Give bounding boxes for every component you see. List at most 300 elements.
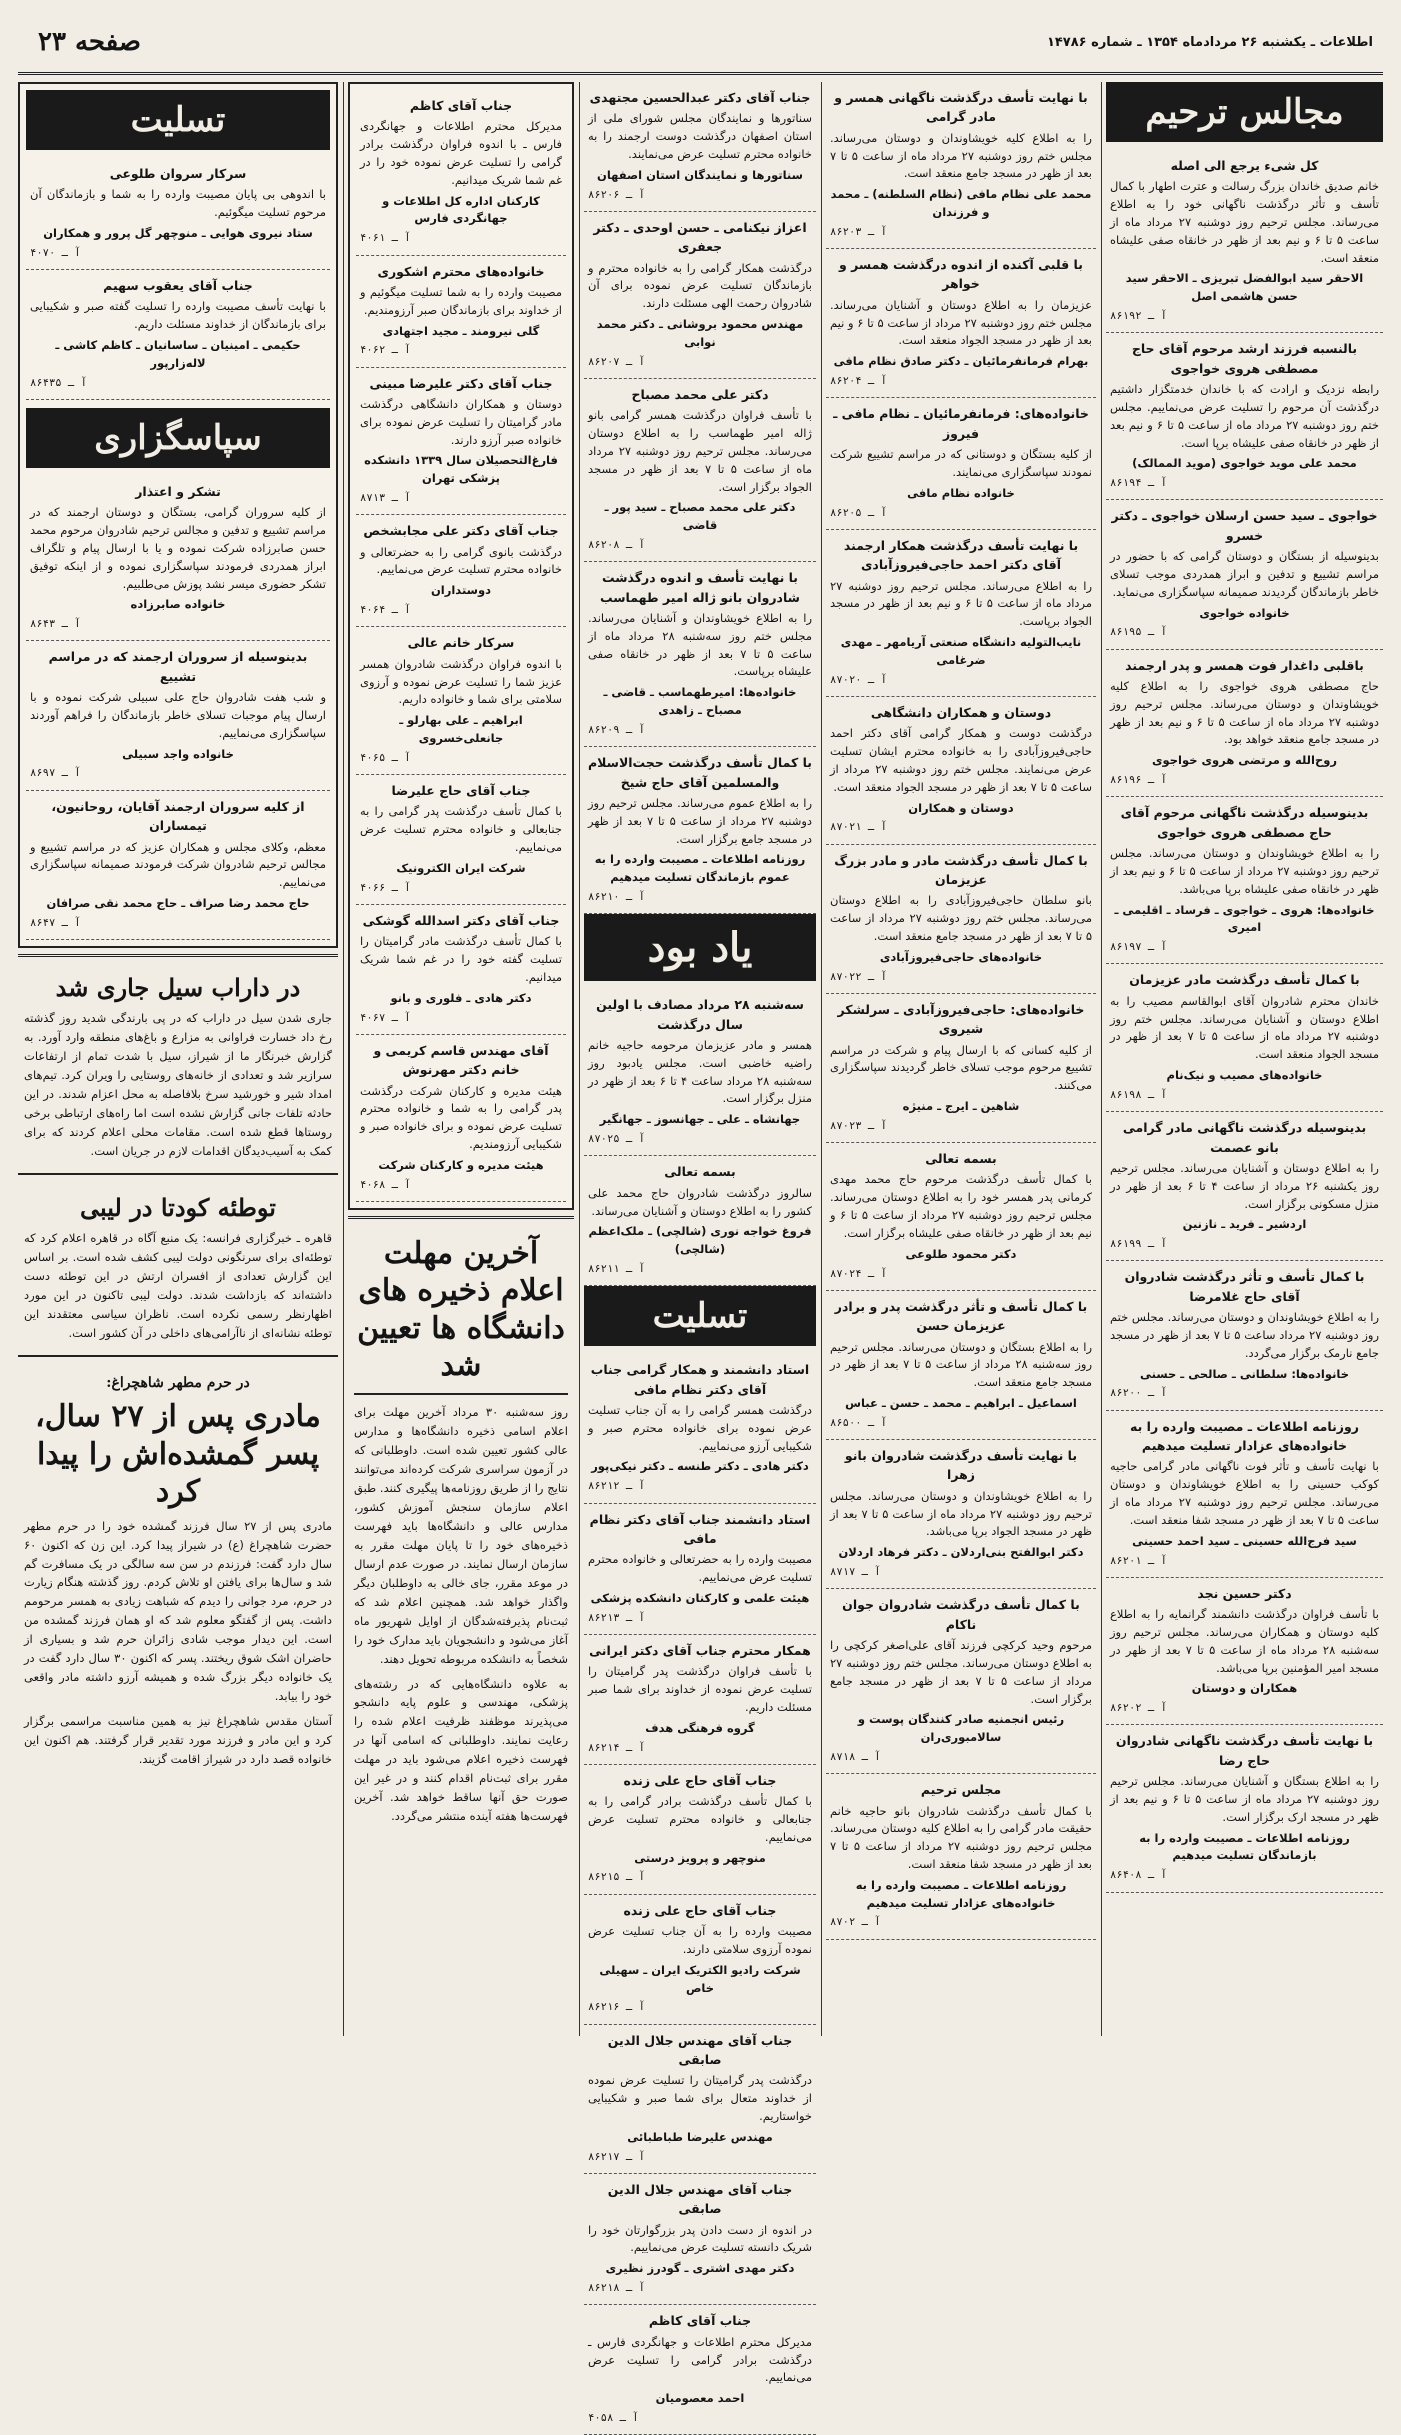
article-body: روز سه‌شنبه ۳۰ مرداد آخرین مهلت برای اعلام اسامی ذخیره دانشگاه‌ها و مدارس عالی کشور تعیین شده است. داوطلبانی که در آزمون سراسری شرکت کرده‌اند می‌توانند نتایج را از طریق روزنامه‌ها پیگیری کنند. طبق اعلام سازمان سنجش آموزش کشور، مدارس عالی و دانشگاه‌ها باید فهرست ذخیره‌های خود را تا پایان مهلت مقرر به سازمان ارسال نمایند. در صورت عدم ارسال در موعد مقرر، جای خالی به داوطلبان دیگر واگذار خواهد شد. همچنین اعلام شد که ثبت‌نام پذیرفته‌شدگان از اوایل شهریور ماه آغاز می‌شود و دانشجویان باید مدارک خود را شخصاً به دانشکده مربوطه تحویل دهند.: [354, 1404, 568, 1666]
notice-item: [584, 2174, 816, 2305]
notice-title: استاد دانشمند و همکار گرامی جناب آقای دکتر نظام مافی: [590, 1362, 810, 1397]
notice-body: با کمال تأسف درگذشت برادر گرامی را به جنابعالی و خانواده محترم تسلیت عرض می‌نماییم.: [588, 1794, 812, 1844]
notice-item: [826, 1774, 1096, 1940]
notice-code: آ ـ ۸۶۴۳: [30, 618, 81, 631]
notice-code: آ ـ ۸۷۰۲۳: [830, 1119, 887, 1132]
notice-code: آ ـ ۸۷۱۸: [830, 1750, 881, 1763]
notice-code: آ ـ ۸۶۲۰۲: [1110, 1702, 1167, 1715]
article-university-reserves: [348, 1225, 574, 1830]
notice-signature: دوستداران: [430, 583, 491, 598]
notice-item: [1106, 650, 1383, 798]
notice-title: با نهایت تأسف درگذشت ناگهانی همسر و مادر گرامی: [834, 90, 1088, 125]
notice-item: [1106, 150, 1383, 333]
notice-body: با کمال تأسف درگذشت شادروان بانو حاجیه خانم حقیقت مادر گرامی را به اطلاع کلیه دوستان می‌رساند. مجلس ترحیم روز دوشنبه ۲۷ مرداد از ساعت ۵ تا ۷ بعد از ظهر در مسجد شفا منعقد است.: [830, 1803, 1093, 1872]
page-number: صفحه ۲۳: [38, 27, 141, 57]
notice-signature: خانواده‌های مصیب و نیک‌نام: [1166, 1068, 1323, 1083]
notice-code: آ ـ ۸۷۱۷: [830, 1566, 881, 1579]
notice-title: تشکر و اعتذار: [135, 483, 221, 499]
notice-signature: شرکت رادیو الکتریک ایران ـ سهیلی خاص: [599, 1962, 801, 1995]
notice-title: همکار محترم جناب آقای دکتر ایرانی: [589, 1642, 811, 1658]
notice-body: با اندوه فراوان درگذشت شادروان همسر عزیز شما را تسلیت عرض نموده و آرزوی سلامتی برای شما و خانواده داریم.: [360, 656, 562, 707]
notice-signature: اردشیر ـ فرید ـ نازنین: [1182, 1217, 1307, 1232]
notice-body: با اندوهی بی پایان مصیبت وارده را به شما و بازماندگان آن مرحوم تسلیت میگوئیم.: [30, 187, 326, 220]
notice-body: درگذشت همسر گرامی را به آن جناب تسلیت عرض نموده برای خانواده محترم صبر و شکیبایی آرزو می‌نماییم.: [588, 1402, 812, 1453]
notice-item: [826, 1440, 1096, 1589]
notice-body: بدینوسیله از بستگان و دوستان گرامی که با حضور در مراسم تشییع و تدفین و ابراز همدردی موجب تسلای خاطر بازماندگان گردیدند صمیمانه سپاسگزاری می‌نماید.: [1110, 549, 1379, 599]
column-divider: [821, 82, 822, 2036]
notice-title: بدینوسیله درگذشت ناگهانی مرحوم آقای حاج مصطفی هروی خواجوی: [1120, 805, 1369, 840]
notice-item: [826, 1291, 1096, 1440]
notice-title: مجلس ترحیم: [920, 1782, 1002, 1798]
notice-title: بالنسبه فرزند ارشد مرحوم آقای حاج مصطفی هروی خواجوی: [1131, 341, 1358, 376]
notice-item: [584, 379, 816, 562]
notice-code: آ ـ ۸۶۲۰۶: [588, 188, 645, 201]
notice-item: [584, 2025, 816, 2174]
notice-body: سالروز درگذشت شادروان حاج محمد علی کشور را به اطلاع دوستان و آشنایان می‌رساند.: [588, 1185, 812, 1218]
notice-item: [1106, 964, 1383, 1112]
notice-body: با کمال تأسف درگذشت مرحوم حاج محمد مهدی کرمانی پدر همسر خود را به اطلاع دوستان می‌رساند. مجلس ترحیم روز دوشنبه ۲۷ مرداد از ساعت ۵ تا ۶ و نیم بعد از ظهر در خانقاه صفی علیشاه برگزار است.: [830, 1172, 1093, 1240]
notice-body: را به اطلاع دوستان و آشنایان می‌رساند. مجلس ترحیم روز یکشنبه ۲۶ مرداد از ساعت ۴ تا ۶ بعد از ظهر در منزل مسکونی برگزار است.: [1110, 1160, 1380, 1211]
notice-title: بدینوسیله از سروران ارجمند که در مراسم تشییع: [48, 649, 308, 684]
notice-code: آ ـ ۴۰۵۸: [588, 2411, 639, 2424]
section-divider: [348, 1216, 574, 1219]
notice-body: درگذشت پدر گرامیتان را تسلیت عرض نموده از خداوند متعال برای شما صبر و شکیبایی خواستاریم.: [588, 2073, 812, 2123]
notice-code: آ ـ ۸۶۱۹۵: [1110, 626, 1167, 639]
notice-item: [584, 1354, 816, 1503]
notice-title: جناب آقای مهندس جلال الدین صابقی: [607, 2032, 793, 2067]
notice-item: [826, 398, 1096, 529]
notice-code: آ ـ ۸۷۰۲۴: [830, 1267, 887, 1280]
banner-memorial-services: مجالس ترحیم: [1106, 82, 1383, 142]
notice-title: با کمال تأسف و تأثر درگذشت پدر و برادر عزیزمان حسن: [834, 1298, 1088, 1334]
notice-body: را به اطلاع کلیه خویشاوندان و دوستان می‌رساند. مجلس ختم روز دوشنبه ۲۷ مرداد ماه از ساعت ۵ تا ۷ بعد از ظهر در مسجد جامع منعقد است.: [830, 130, 1093, 181]
article-libya-coup: [18, 1183, 338, 1347]
notice-body: حاج مصطفی هروی خواجوی را به اطلاع کلیه خویشاوندان و دوستان می‌رساند. مجلس ترحیم روز دوشنبه ۲۷ مرداد ماه از ساعت ۵ تا ۶ و نیم بعد از ظهر در مسجد جامع منعقد خواهد بود.: [1110, 679, 1380, 747]
notice-signature: خانواده واجد سبیلی: [122, 746, 234, 761]
notice-item: [584, 1765, 816, 1895]
notice-code: آ ـ ۸۶۲۰۰: [1110, 1387, 1167, 1400]
notice-item: [1106, 1261, 1383, 1410]
notice-item: [356, 627, 566, 775]
notice-body: درگذشت همکار گرامی را به خانواده محترم و بازماندگان تسلیت عرض نموده برای آن شادروان رحمت الهی مسئلت دارند.: [588, 260, 812, 311]
notice-item: [584, 562, 816, 747]
notice-code: آ ـ ۸۶۲۱۵: [588, 1871, 645, 1884]
notice-title: اعزاز نیکنامی ـ حسن اوحدی ـ دکتر جعفری: [593, 219, 807, 255]
notice-code: آ ـ ۸۶۲۱۰: [588, 891, 645, 903]
notice-code: آ ـ ۸۷۰۲۲: [830, 970, 887, 983]
notice-item: [1106, 333, 1383, 500]
banner-condolence-left: تسلیت: [26, 90, 330, 150]
article-shahcheragh-reunion: [18, 1365, 338, 1774]
notice-item: [1106, 797, 1383, 964]
notice-body: درگذشت بانوی گرامی را به حضرتعالی و خانواده محترم تسلیت عرض می‌نماییم.: [360, 544, 562, 577]
notice-item: [584, 212, 816, 379]
notice-code: آ ـ ۸۶۵۰۰: [830, 1416, 887, 1429]
notice-code: آ ـ ۸۷۱۳: [360, 492, 411, 505]
notice-code: آ ـ ۸۷۰۲۱: [830, 821, 887, 834]
notice-item: [826, 1589, 1096, 1774]
notice-item: [826, 82, 1096, 249]
notice-code: آ ـ ۸۶۲۱۸: [588, 2282, 645, 2295]
notice-title: بدینوسیله درگذشت ناگهانی مادر گرامی بانو عصمت: [1122, 1120, 1367, 1155]
notice-title: جناب آقای حاج علیرضا: [391, 783, 531, 799]
condolence-list: [584, 1354, 816, 2435]
headline-darab-flood: در داراب سیل جاری شد: [55, 973, 301, 1003]
notice-signature: خانواده صابرزاده: [130, 597, 226, 612]
notice-signature: دکتر ابوالفتح بنی‌اردلان ـ دکتر فرهاد اردلان: [838, 1545, 1084, 1560]
notice-code: آ ـ ۸۶۲۱۷: [588, 2150, 645, 2163]
notice-title: دوستان و همکاران دانشگاهی: [870, 704, 1052, 720]
notice-signature: هیئت علمی و کارکنان دانشکده پزشکی: [590, 1590, 810, 1605]
notice-code: آ ـ ۸۶۲۰۸: [588, 539, 645, 552]
notice-title: خواجوی ـ سید حسن ارسلان خواجوی ـ دکتر خسرو: [1111, 508, 1378, 543]
notice-code: آ ـ ۸۶۱۹۷: [1110, 941, 1167, 954]
notice-body: از کلیه کسانی که با ارسال پیام و شرکت در مراسم تشییع مرحوم موجب تسلای خاطر گردیدند سپاسگزاری می‌کنند.: [830, 1042, 1092, 1093]
notice-title: جناب آقای حاج علی زنده: [623, 1772, 777, 1788]
notice-title: جناب آقای دکتر اسدالله گوشکی: [362, 912, 560, 928]
condolence-thanks-box: [18, 82, 338, 948]
notice-item: [26, 270, 330, 400]
headline-shahcheragh-reunion: مادری پس از ۲۷ سال، پسر گمشده‌اش را پیدا کرد: [35, 1399, 321, 1510]
notice-item: [584, 1895, 816, 2025]
notice-title: با نهایت تأسف درگذشت ناگهانی شادروان حاج رضا: [1115, 1733, 1374, 1768]
notice-code: آ ـ ۴۰۶۸: [360, 1178, 411, 1191]
notice-code: آ ـ ۸۶۲۰۱: [1110, 1554, 1167, 1567]
notice-signature: خانواده نظام مافی: [907, 485, 1015, 500]
article-body-continued: به علاوه دانشگاه‌هایی که در رشته‌های پزشکی، مهندسی و علوم پایه دانشجو می‌پذیرند موظفند ظرفیت اعلام شده را رعایت نمایند. داوطلبانی که اسامی آنها در فهرست ذخیره اعلام می‌شود باید در مهلت مقرر برای ثبت‌نام اقدام کنند و در غیر این صورت حق آنها ساقط خواهد شد. آخرین فهرست‌ها هفته آینده منتشر می‌گردد.: [354, 1676, 568, 1824]
notice-item: [26, 476, 330, 642]
notice-code: آ ـ ۸۶۲۱۲: [588, 1480, 645, 1493]
notice-body: با کمال تأسف درگذشت مادر گرامیتان را تسلیت گفته خود را در غم شما شریک میدانیم.: [360, 934, 562, 984]
notice-body: دوستان و همکاران دانشگاهی درگذشت مادر گرامیتان را تسلیت عرض نموده برای خانواده صبر آرزو دارند.: [360, 396, 562, 447]
notice-signature: جهانشاه ـ علی ـ جهانسوز ـ جهانگیر: [599, 1112, 801, 1127]
newspaper-page: [18, 12, 1383, 2424]
notice-code: آ ـ ۴۰۶۱: [360, 232, 411, 245]
notice-signature: ابراهیم ـ علی بهارلو ـ جانعلی‌خسروی: [399, 713, 523, 745]
column-notices-4: [348, 82, 574, 2036]
notice-item: [26, 791, 330, 940]
notice-item: [1106, 500, 1383, 649]
notice-item: [584, 2305, 816, 2435]
notice-item: [584, 1156, 816, 1286]
notice-title: خانواده‌های: حاجی‌فیروزآبادی ـ سرلشکر شیروی: [837, 1001, 1085, 1037]
notice-item: [356, 368, 566, 516]
notice-item: [584, 989, 816, 1156]
column-left: [18, 82, 338, 2036]
notice-body: را به اطلاع خویشاوندان و دوستان می‌رساند. مجلس ترحیم روز دوشنبه ۲۷ مرداد از ساعت ۵ تا ۶ و نیم بعد از ظهر در خانقاه صفی علیشاه برپا می‌باشد.: [1110, 846, 1380, 896]
notice-signature: روزنامه اطلاعات ـ مصیبت وارده را به عموم بازماندگان تسلیت میدهیم: [594, 852, 806, 885]
notice-signature: دوستان و همکاران: [908, 800, 1014, 815]
notice-signature: روح‌الله و مرتضی هروی خواجوی: [1152, 753, 1337, 768]
notice-title: با نهایت تأسف درگذشت همکار ارجمند آقای دکتر احمد حاجی‌فیروزآبادی: [843, 537, 1079, 573]
column-notices-3: [584, 82, 816, 2424]
banner-memorial: یاد بود: [584, 914, 816, 981]
notice-code: آ ـ ۸۶۱۹۸: [1110, 1088, 1167, 1101]
notice-title: دکتر حسین نجد: [1197, 1585, 1292, 1601]
notice-title: سرکار سروان طلوعی: [109, 166, 247, 181]
notice-item: [356, 1035, 566, 1202]
column-divider: [579, 82, 580, 2036]
notice-signature: حاج محمد رضا صراف ـ حاج محمد نقی صرافان: [46, 895, 310, 910]
notice-code: آ ـ ۸۶۱۹۶: [1110, 774, 1167, 787]
notice-code: آ ـ ۸۶۲۰۳: [830, 225, 887, 238]
notice-signature: حکیمی ـ امینیان ـ ساسانیان ـ کاظم کاشی ـ لاله‌زارپور: [55, 338, 301, 370]
notice-item: [356, 90, 566, 256]
notice-code: آ ـ ۸۶۱۹۴: [1110, 477, 1167, 490]
article-darab-flood: [18, 963, 338, 1165]
notice-signature: سناتورها و نمایندگان استان اصفهان: [597, 167, 803, 182]
notice-title: روزنامه اطلاعات ـ مصیبت وارده را به خانواده‌های عزادار تسلیت میدهیم: [1130, 1418, 1359, 1454]
notice-body: را به اطلاع بستگان و دوستان می‌رساند. مجلس ترحیم روز سه‌شنبه ۲۸ مرداد از ساعت ۵ تا ۷ بعد از ظهر در مسجد جامع منعقد است.: [830, 1339, 1092, 1390]
notice-signature: دکتر علی محمد مصباح ـ سید پور ـ قاضی: [604, 500, 796, 533]
notice-signature: هیئت مدیره و کارکنان شرکت: [378, 1157, 544, 1172]
headline-university-reserves: آخرین مهلت اعلام ذخیره های دانشگاه ها تعیین شد: [357, 1235, 565, 1384]
obituary-list: [1106, 150, 1383, 1893]
notice-body: خانم صدیق خاندان بزرگ رسالت و عترت اطهار با کمال تأسف و تأثر درگذشت ناگهانی خود را به اطلاع می‌رساند. مجلس ترحیم روز دوشنبه ۲۷ مرداد ماه از ساعت ۵ تا ۶ و نیم بعد از ظهر در خانقاه صفی علیشاه منعقد است.: [1110, 179, 1379, 265]
article-body-continued: آستان مقدس شاهچراغ نیز به همین مناسبت مراسمی برگزار کرد و این مادر و فرزند مورد تقدیر قرار گرفتند. هم اکنون این خانواده قصد دارد در شیراز اقامت گزیند.: [24, 1714, 332, 1767]
notice-code: آ ـ ۸۶۲۱۳: [588, 1611, 645, 1624]
notice-code: آ ـ ۴۰۷۰: [30, 246, 81, 259]
notice-signature: دکتر محمود طلوعی: [905, 1246, 1017, 1261]
headline-libya-coup: توطئه کودتا در لیبی: [80, 1192, 276, 1222]
notice-item: [826, 530, 1096, 697]
notice-item: [584, 82, 816, 212]
notice-item: [826, 249, 1096, 398]
section-divider: [18, 1173, 338, 1175]
notice-body: با تأسف فراوان درگذشت همسر گرامی بانو ژاله امیر طهماسب را به اطلاع دوستان می‌رساند. مجلس ترحیم روز دوشنبه ۲۷ مرداد ماه از ساعت ۵ تا ۷ بعد از ظهر در مسجد الجواد برگزار است.: [588, 408, 812, 494]
article-kicker: در حرم مطهر شاهچراغ:: [106, 1374, 250, 1391]
notice-body: از کلیه بستگان و دوستانی که در مراسم تشییع شرکت نمودند سپاسگزاری می‌نمایند.: [830, 447, 1092, 479]
notice-signature: دکتر هادی ـ فلوری و بانو: [390, 990, 532, 1005]
banner-thanks: سپاسگزاری: [26, 408, 330, 468]
notice-item: [26, 158, 330, 270]
notice-code: آ ـ ۸۶۴۰۸: [1110, 1869, 1167, 1882]
notice-body: سناتورها و نمایندگان مجلس شورای ملی از استان اصفهان درگذشت دوست ارجمند را به خانواده محترم تسلیت عرض می‌نمایند.: [588, 111, 812, 161]
notice-body: را به اطلاع خویشاوندان و آشنایان می‌رساند. مجلس ختم روز سه‌شنبه ۲۸ مرداد ماه از ساعت ۵ تا ۷ بعد از ظهر در خانقاه صفی علیشاه برپاست.: [588, 611, 812, 679]
notice-signature: احمد معصومیان: [655, 2391, 745, 2406]
notice-title: با کمال تأسف درگذشت حجت‌الاسلام والمسلمین آقای حاج شیخ: [588, 755, 812, 790]
notice-body: همسر و مادر عزیزمان مرحومه حاجیه خانم راضیه خاضبی است. مجلس یادبود روز سه‌شنبه ۲۸ مرداد ساعت ۴ تا ۶ بعد از ظهر در منزل برگزار است.: [588, 1038, 813, 1106]
article-body: جاری شدن سیل در داراب که در پی بارندگی شدید روز گذشته رخ داد خسارت فراوانی به مزارع و باغ‌های منطقه وارد آورد. به گزارش خبرنگار ما از شیراز، سیل با شدت تمام از ارتفاعات سرازیر شد و تعدادی از خانه‌های روستایی را ویران کرد. تیم‌های امداد شیر و خورشید سرخ بلافاصله به محل اعزام شدند. در این حادثه تلفات جانی گزارش نشده است اما راه‌های ارتباطی برخی روستاها قطع شده است. مقامات محلی اعلام کردند که برای کمک به آسیب‌دیدگان اقدامات لازم در جریان است.: [24, 1011, 332, 1158]
notice-item: [584, 1504, 816, 1635]
notice-code: آ ـ ۸۶۲۰۹: [588, 723, 645, 736]
column-obituaries: [1106, 82, 1383, 2036]
notice-body: از کلیه سروران گرامی، بستگان و دوستان ارجمند که در مراسم تشییع و تدفین و مجالس ترحیم شادروان مرحوم محمد حسن صابرزاده شرکت نموده و یا با ارسال پیام و تلگراف ابراز همدردی فرمودند سپاسگزاری نموده و از اینکه توفیق تشکر حضوری میسر نشد پوزش می‌طلبیم.: [30, 505, 326, 591]
notice-title: با قلبی آکنده از اندوه درگذشت همسر و خواهر: [839, 257, 1083, 292]
notice-signature: روزنامه اطلاعات ـ مصیبت وارده را به بازماندگان تسلیت میدهیم: [1139, 1830, 1350, 1863]
issue-meta: اطلاعات ـ یکشنبه ۲۶ مردادماه ۱۳۵۴ ـ شماره ۱۴۷۸۶: [1046, 34, 1373, 50]
notice-title: دکتر علی محمد مصباح: [631, 386, 769, 402]
notice-title: جناب آقای حاج علی زنده: [623, 1902, 777, 1918]
notice-signature: فارغ‌التحصیلان سال ۱۳۳۹ دانشکده پزشکی تهران: [364, 453, 558, 486]
notice-signature: خانواده‌ها: سلطانی ـ صالحی ـ حسنی: [1139, 1366, 1349, 1381]
notice-title: جناب آقای کاظم: [409, 98, 513, 113]
notice-body: با نهایت تأسف و تأثر فوت ناگهانی مادر گرامی حاجیه کوکب حسینی را به اطلاع خویشاوندان و دوستان می‌رساند. مجلس ترحیم روز دوشنبه ۲۷ مرداد ماه از ساعت ۵ تا ۷ بعد از ظهر در مسجد شفا منعقد است.: [1110, 1459, 1379, 1527]
section-divider: [18, 1355, 338, 1357]
notice-item: [826, 697, 1096, 845]
memorial-list: [584, 989, 816, 1286]
notice-signature: خانواده خواجوی: [1199, 605, 1290, 620]
notice-signature: نایب‌التولیه دانشگاه صنعتی آریامهر ـ مهدی ضرغامی: [840, 634, 1082, 667]
notice-body: درگذشت دوست و همکار گرامی آقای دکتر احمد حاجی‌فیروزآبادی را به خانواده محترم ایشان تسلیت عرض می‌نمایند. مجلس ختم روز دوشنبه ۲۷ مرداد از ساعت ۵ تا ۷ بعد از ظهر در مسجد الجواد منعقد است.: [830, 726, 1092, 794]
notice-item: [356, 775, 566, 905]
notice-body: با کمال تأسف درگذشت پدر گرامی را به جنابعالی و خانواده محترم تسلیت عرض می‌نماییم.: [360, 804, 562, 855]
column-divider: [1101, 82, 1102, 2036]
condolence-box: [348, 82, 574, 1210]
notice-body: در اندوه از دست دادن پدر بزرگوارتان خود را شریک دانسته تسلیت عرض می‌نماییم.: [588, 2222, 812, 2255]
notice-body: با نهایت تأسف مصیبت وارده را تسلیت گفته صبر و شکیبایی برای بازماندگان از خداوند مسئلت داریم.: [30, 299, 326, 332]
notice-body: را به اطلاع خویشاوندان و دوستان می‌رساند. مجلس ختم روز دوشنبه ۲۷ مرداد ساعت ۵ تا ۷ بعد از ظهر در مسجد جامع نارمک برگزار می‌گردد.: [1110, 1310, 1380, 1360]
page-header: [18, 12, 1383, 75]
notice-body: مصیبت وارده را به آن جناب تسلیت عرض نموده آرزوی سلامتی دارند.: [588, 1924, 812, 1956]
notice-item: [356, 256, 566, 368]
notice-title: جناب آقای یعقوب سهیم: [103, 278, 253, 294]
notice-title: با کمال تأسف درگذشت شادروان جوان ناکام: [842, 1597, 1080, 1632]
notice-code: آ ـ ۴۰۶۷: [360, 1011, 411, 1024]
notice-item: [1106, 1578, 1383, 1726]
notice-title: از کلیه سروران ارجمند آقایان، روحانیون، تیمساران: [51, 798, 305, 834]
notice-signature: همکاران و دوستان: [1191, 1681, 1298, 1696]
notice-code: آ ـ ۴۰۶۴: [360, 604, 411, 617]
notice-signature: اسماعیل ـ ابراهیم ـ محمد ـ حسن ـ عباس: [845, 1396, 1077, 1410]
notice-body: هیئت مدیره و کارکنان شرکت درگذشت پدر گرامی را به شما و خانواده محترم تسلیت عرض نموده و برای خانواده صبر و شکیبایی آرزومندیم.: [360, 1083, 562, 1152]
notice-item: [26, 641, 330, 790]
notice-title: سرکار خانم عالی: [407, 635, 515, 651]
notice-signature: فروغ خواجه نوری (شالچی) ـ ملک‌اعظم (شالچی): [588, 1224, 812, 1257]
notice-signature: ستاد نیروی هوایی ـ منوچهر گل پرور و همکاران: [43, 226, 313, 240]
notice-title: جناب آقای کاظم: [648, 2313, 752, 2329]
notice-signature: سید فرج‌الله حسینی ـ سید احمد حسینی: [1132, 1533, 1357, 1548]
notice-item: [826, 845, 1096, 994]
notice-signature: رئیس انجمنیه صادر کنندگان پوست و سالامبوری‌ران: [857, 1712, 1065, 1745]
condolence-list-left: [26, 158, 330, 400]
notice-signature: گلی نیرومند ـ مجید اجتهادی: [382, 323, 540, 338]
notice-body: مرحوم وحید کرکچی فرزند آقای علی‌اصغر کرکچی را به اطلاع دوستان می‌رساند. مجلس ختم روز دوشنبه ۲۷ مرداد از ساعت ۵ تا ۷ بعد از ظهر در مسجد جامع برگزار است.: [830, 1638, 1092, 1706]
column-divider: [343, 82, 344, 2036]
notice-title: باقلبی داغدار فوت همسر و پدر ارجمند: [1125, 657, 1364, 673]
notice-signature: دکتر مهدی اشتری ـ گودرز نظیری: [605, 2261, 795, 2276]
notice-code: آ ـ ۴۰۶۲: [360, 344, 411, 357]
column-notices-2: [826, 82, 1096, 2036]
notice-signature: محمد علی نظام مافی (نظام السلطنه) ـ محمد و فرزندان: [830, 187, 1092, 219]
notice-code: آ ـ ۸۶۲۰۷: [588, 355, 645, 368]
notice-code: آ ـ ۸۶۲۰۵: [830, 506, 887, 519]
notice-body: معظم، وکلای مجلس و همکاران عزیز که در مراسم تشییع و مجالس ترحیم شادروان شرکت فرمودند صمیمانه سپاسگزاری می‌نماییم.: [30, 839, 326, 890]
notice-signature: بهرام فرمانفرمائیان ـ دکتر صادق نظام مافی: [833, 354, 1089, 369]
notice-list: [826, 82, 1096, 1940]
thanks-list: [26, 476, 330, 940]
notice-body: را به اطلاع می‌رساند. مجلس ترحیم روز دوشنبه ۲۷ مرداد ماه از ساعت ۵ تا ۶ و نیم بعد از ظهر در مسجد الجواد برپاست.: [830, 578, 1093, 629]
notice-item: [356, 515, 566, 627]
notice-body: مصیبت وارده را به حضرتعالی و خانواده محترم تسلیت عرض می‌نماییم.: [588, 1552, 812, 1585]
notice-body: و شب هفت شادروان حاج علی سبیلی شرکت نموده و با ارسال پیام موجبات تسلای خاطر بازماندگان را فراهم آوردند سپاسگزاری می‌نماییم.: [30, 690, 326, 740]
notice-item: [826, 1143, 1096, 1291]
notice-title: خانواده‌های: فرمانفرمائیان ـ نظام مافی ـ فیروز: [833, 406, 1089, 441]
notice-signature: روزنامه اطلاعات ـ مصیبت وارده را به خانواده‌های عزادار تسلیت میدهیم: [855, 1877, 1067, 1910]
notice-title: با کمال تأسف و تأثر درگذشت شادروان آقای حاج غلامرضا: [1124, 1269, 1365, 1304]
notice-title: آقای مهندس قاسم کریمی و خانم دکتر مهرنوش: [373, 1042, 549, 1078]
notice-code: آ ـ ۸۶۲۱۶: [588, 2001, 645, 2014]
notice-signature: دکتر هادی ـ دکتر طنسه ـ دکتر نیکی‌پور: [591, 1459, 809, 1474]
notice-signature: خانواده‌ها: امیرطهماسب ـ قاضی ـ مصباح ـ زاهدی: [603, 685, 797, 718]
notice-signature: خانواده‌های حاجی‌فیروزآبادی: [879, 949, 1043, 964]
notice-signature: کارکنان اداره کل اطلاعات و جهانگردی فارس: [382, 193, 540, 226]
notice-title: کل شیء یرجع الی اصله: [1170, 158, 1319, 173]
notice-title: بسمه تعالی: [664, 1164, 736, 1180]
article-body: قاهره ـ خبرگزاری فرانسه: یک منبع آگاه در قاهره اعلام کرد که توطئه‌ای برای سرنگونی دولت لیبی کشف شده است. بر اساس این گزارش تعدادی از افسران ارتش در این توطئه دست داشته‌اند که بازداشت شدند. دولت لیبی تاکنون در این مورد اظهارنظر رسمی نکرده است. ناظران سیاسی معتقدند این توطئه نشانه‌ای از ناآرامی‌های داخلی در آن کشور است.: [24, 1230, 332, 1340]
notice-body: رابطه نزدیک و ارادت که با خاندان خدمتگزار داشتیم درگذشت آن مرحوم را تسلیت عرض می‌نماییم. مجلس ختم روز دوشنبه ۲۷ مرداد ماه از ساعت ۵ تا ۶ و نیم بعد از ظهر در خانقاه صفی علیشاه برپا است.: [1110, 382, 1380, 450]
notice-item: [356, 905, 566, 1035]
notice-body: را به اطلاع عموم می‌رساند. مجلس ترحیم روز دوشنبه ۲۷ مرداد از ساعت ۵ تا ۷ بعد از ظهر در مسجد جامع برگزار است.: [588, 795, 812, 846]
notice-item: [1106, 1411, 1383, 1578]
headline-rule: [354, 1393, 568, 1395]
notice-title: سه‌شنبه ۲۸ مرداد مصادف با اولین سال درگذشت: [596, 997, 804, 1032]
notice-title: استاد دانشمند جناب آقای دکتر نظام مافی: [589, 1511, 811, 1546]
notice-title: با کمال تأسف درگذشت مادر عزیزمان: [1129, 972, 1360, 988]
banner-condolence: تسلیت: [584, 1286, 816, 1346]
notice-code: آ ـ ۸۷۰۲: [830, 1916, 881, 1929]
notice-title: با نهایت تأسف درگذشت شادروان بانو زهرا: [844, 1448, 1078, 1483]
notice-title: با نهایت تأسف و اندوه درگذشت شادروان بانو ژاله امیر طهماسب: [600, 570, 800, 605]
notice-signature: شاهین ـ ایرج ـ منیژه: [902, 1099, 1020, 1114]
notice-body: با تأسف فراوان درگذشت پدر گرامیتان را تسلیت عرض نموده از خداوند برای شما صبر مسئلت داریم.: [588, 1664, 812, 1714]
notice-signature: محمد علی موید خواجوی (موید الممالک): [1132, 456, 1357, 471]
notice-signature: مهندس علیرضا طباطبائی: [627, 2129, 773, 2144]
notice-signature: شرکت ایران الکترونیک: [396, 860, 526, 875]
notice-code: آ ـ ۸۶۲۱۴: [588, 1741, 645, 1754]
notice-code: آ ـ ۸۶۴۷: [30, 916, 81, 929]
notice-title: جناب آقای دکتر عبدالحسین مجتهدی: [589, 90, 811, 105]
notice-body: مدیرکل محترم اطلاعات و جهانگردی فارس ـ با اندوه فراوان درگذشت برادر گرامی را تسلیت عرض نموده خود را در غم شما شریک میدانیم.: [360, 119, 562, 187]
notice-code: آ ـ ۴۰۶۶: [360, 881, 411, 894]
notice-item: [584, 747, 816, 914]
notice-body: را به اطلاع خویشاوندان و دوستان می‌رساند. مجلس ترحیم روز دوشنبه ۲۷ مرداد ماه از ساعت ۵ تا ۷ بعد از ظهر در مسجد الجواد برپا می‌باشد.: [830, 1488, 1093, 1539]
notice-title: جناب آقای دکتر علیرضا مبینی: [369, 375, 553, 391]
notice-item: [826, 994, 1096, 1143]
notice-body: بانو سلطان حاجی‌فیروزآبادی را به اطلاع دوستان می‌رساند. مجلس ختم روز دوشنبه ۲۷ مرداد از ساعت ۵ تا ۷ بعد از ظهر در مسجد جامع منعقد است.: [830, 893, 1092, 943]
notice-title: جناب آقای دکتر علی مجابشخص: [363, 523, 559, 539]
notice-body: عزیزمان را به اطلاع دوستان و آشنایان می‌رساند. مجلس ختم روز دوشنبه ۲۷ مرداد از ساعت ۵ تا ۶ و نیم بعد از ظهر در مسجد الجواد منعقد است.: [830, 297, 1092, 348]
notice-body: با تأسف فراوان درگذشت دانشمند گرانمایه را به اطلاع کلیه دوستان و همکاران می‌رساند. مجلس ترحیم روز سه‌شنبه ۲۸ مرداد ماه از ساعت ۵ تا ۷ بعد از ظهر در مسجد امیر المؤمنین برپا می‌باشد.: [1110, 1607, 1379, 1675]
notice-title: جناب آقای مهندس جلال الدین صابقی: [607, 2181, 793, 2217]
notice-code: آ ـ ۸۷۰۲۵: [588, 1133, 645, 1146]
notice-code: آ ـ ۸۶۲۱۱: [588, 1262, 645, 1275]
notice-item: [584, 1635, 816, 1765]
article-body: مادری پس از ۲۷ سال فرزند گمشده خود را در حرم مطهر حضرت شاهچراغ (ع) در شیراز پیدا کرد. این زن که اکنون ۶۰ سال دارد گفت: فرزندم در سن سه سالگی در یک مسافرت گم شد و سال‌ها برای یافتن او تلاش کردم. روز گذشته هنگام زیارت در حرم، مرد جوانی را دیدم که شباهت زیادی به همسر مرحومم داشت. پس از گفتگو معلوم شد که او همان فرزند گمشده من است. این دیدار موجب شادی زائران حرم شد و بسیاری از حاضران اشک شوق ریختند. پسر که اکنون ۳۰ سال دارد گفت در یک خانواده دیگر بزرگ شده و همیشه آرزو داشته مادر واقعی خود را بیابد.: [24, 1518, 332, 1704]
notice-body: مصیبت وارده را به شما تسلیت میگوئیم و از خداوند برای بازماندگان صبر آرزومندیم.: [360, 284, 562, 317]
notice-item: [1106, 1112, 1383, 1261]
notice-code: آ ـ ۸۶۱۹۹: [1110, 1238, 1167, 1251]
notice-body: مدیرکل محترم اطلاعات و جهانگردی فارس ـ درگذشت برادر گرامی را تسلیت عرض می‌نماییم.: [588, 2334, 812, 2385]
notice-title: بسمه تعالی: [925, 1151, 997, 1167]
notice-body: را به اطلاع بستگان و آشنایان می‌رساند. مجلس ترحیم روز دوشنبه ۲۷ مرداد ماه از ساعت ۵ تا ۶ و نیم بعد از ظهر در مسجد ارک برگزار است.: [1110, 1774, 1380, 1824]
notice-signature: الاحقر سید ابوالفضل تبریزی ـ الاحقر سید حسن هاشمی اصل: [1125, 271, 1364, 304]
notice-signature: خانواده‌ها: هروی ـ خواجوی ـ فرساد ـ اقلیمی ـ امیری: [1114, 902, 1375, 935]
notice-signature: منوچهر و پرویز درستی: [634, 1850, 766, 1865]
notice-signature: گروه فرهنگی هدف: [645, 1720, 755, 1735]
notice-code: آ ـ ۸۶۱۹۲: [1110, 310, 1167, 323]
notice-body: خاندان محترم شادروان آقای ابوالقاسم مصیب را به اطلاع دوستان و آشنایان می‌رساند. مجلس ختم روز دوشنبه ۲۷ مرداد ماه از ساعت ۵ تا ۷ بعد از ظهر در مسجد الجواد منعقد است.: [1110, 993, 1380, 1062]
notice-title: با کمال تأسف درگذشت مادر و مادر بزرگ عزیزمان: [834, 852, 1088, 887]
notice-code: آ ـ ۸۶۴۳۵: [30, 376, 87, 389]
notice-code: آ ـ ۸۷۰۲۰: [830, 673, 887, 686]
notice-signature: مهندس محمود بروشانی ـ دکتر محمد نوابی: [596, 317, 804, 349]
notice-title: خانواده‌های محترم اشکوری: [377, 263, 545, 279]
notice-list-top: [584, 82, 816, 914]
notice-item: [1106, 1725, 1383, 1892]
section-divider: [18, 954, 338, 957]
notice-code: آ ـ ۸۶۲۰۴: [830, 375, 887, 388]
